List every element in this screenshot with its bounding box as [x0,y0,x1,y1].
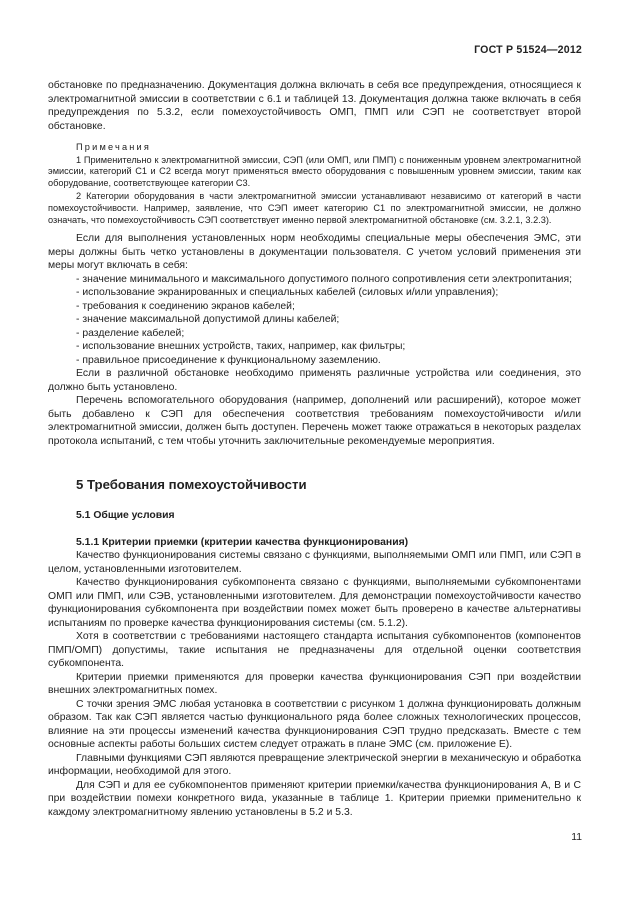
list-item: - правильное присоединение к функциональному заземлению. [76,354,381,366]
list-item: - требования к соединению экранов кабелей; [76,300,295,312]
paragraph: Хотя в соответствии с требованиями настоящего стандарта испытания субкомпонентов (компонентов ПМП/ОМП) допустимы, такие испытания не предназначены для отдельной оценки соответствия субкомпонента. [48,631,581,670]
note-item-2: 2 Категории оборудования в части электромагнитной эмиссии устанавливают независимо от категорий в части помехоустойчивости. Например, заявление, что СЭП имеет категорию С1 по электромагнитной эмиссии, не должно означать, что помехоустойчивость СЭП соответствует именно первой электромагнитной обстановке (см. 3.2.1, 3.2.3). [48,191,581,225]
list-item: - использование внешних устройств, таких, например, как фильтры; [76,341,406,353]
page-number: 11 [571,832,582,843]
paragraph: Для СЭП и для ее субкомпонентов применяют критерии приемки/качества функционирования А, В и С при воздействии помехи конкретного вида, указанные в таблице 1. Критерии приемки применительно к каждому электромагнитному явлению установлены в 5.2 и 5.3. [48,779,581,818]
paragraph: Если в различной обстановке необходимо применять различные устройства или соединения, это должно быть установлено. [48,368,581,393]
paragraph: Качество функционирования субкомпонента связано с функциями, выполняемыми субкомпонентами ОМП или ПМП, или СЭВ, установленными изготовителем. Для демонстрации помехоустойчивости качество функционирования субкомпонента при воздействии помех может быть проверено в качестве альтернативы испытаниям по проверке качества функционирования системы (см. 5.1.2). [48,577,581,629]
paragraph: Главными функциями СЭП являются превращение электрической энергии в механическую и обработка информации, необходимой для этого. [48,752,581,778]
standard-header: ГОСТ Р 51524—2012 [474,44,582,56]
notes-heading: Примечания [76,142,152,152]
paragraph: Критерии приемки применяются для проверки качества функционирования СЭП при воздействии внешних электромагнитных помех. [48,671,581,697]
measures-list [48,273,581,368]
notes-block [48,142,581,226]
page-content [48,79,581,819]
note-item-1: 1 Применительно к электромагнитной эмиссии, СЭП (или ОМП, или ПМП) с пониженным уровнем электромагнитной эмиссии, категорий С1 и С2 всегда могут применяться вместо оборудования с повышенным уровнем эмиссии, таким как оборудование, соответствующее категории С3. [48,154,581,188]
subsubsection-heading: 5.1.1 Критерии приемки (критерии качества функционирования) [76,536,409,548]
emc-measures-paragraph: Если для выполнения установленных норм необходимы специальные меры обеспечения ЭМС, эти меры должны быть четко установлены в документации пользователя. С учетом условий применения эти меры могут включать в себя: [48,233,581,272]
paragraph: Качество функционирования системы связано с функциями, выполняемыми ОМП или ПМП, или СЭП в целом, установленными изготовителем. [48,550,581,575]
list-item: - разделение кабелей; [76,327,185,339]
section-heading: 5 Требования помехоустойчивости [76,477,307,493]
paragraph: С точки зрения ЭМС любая установка в соответствии с рисунком 1 должна функционировать должным образом. Так как СЭП является частью функционального ряда более сложных технологических процессов, влияние на эти процессы изменений качества функционирования СЭП трудно предсказать. Вместе с тем основные аспекты работы больших систем следует отражать в плане ЭМС (см. приложение Е). [48,698,581,751]
list-item: - значение максимальной допустимой длины кабелей; [76,314,340,326]
subsection-heading: 5.1 Общие условия [76,510,175,522]
intro-paragraph: обстановке по предназначению. Документация должна включать в себя все предупреждения, относящиеся к электромагнитной эмиссии в соответствии с 6.1 и таблицей 13. Документация должна также включать в себя предупреждения по 5.3.2, если помехоустойчивость ОМП, ПМП или СЭП не соответствует второй обстановке. [48,80,581,132]
paragraph: Перечень вспомогательного оборудования (например, дополнений или расширений), которое может быть добавлено к СЭП для обеспечения соответствия требованиям помехоустойчивости и/или электромагнитной эмиссии, должен быть доступен. Перечень может также отражаться в некоторых разделах протокола испытаний, с тем чтобы уточнить заключительные рекомендуемые мероприятия. [48,395,581,447]
list-item: - использование экранированных и специальных кабелей (силовых и/или управления); [76,287,499,299]
list-item: - значение минимального и максимального допустимого полного сопротивления сети электропитания; [76,273,572,285]
